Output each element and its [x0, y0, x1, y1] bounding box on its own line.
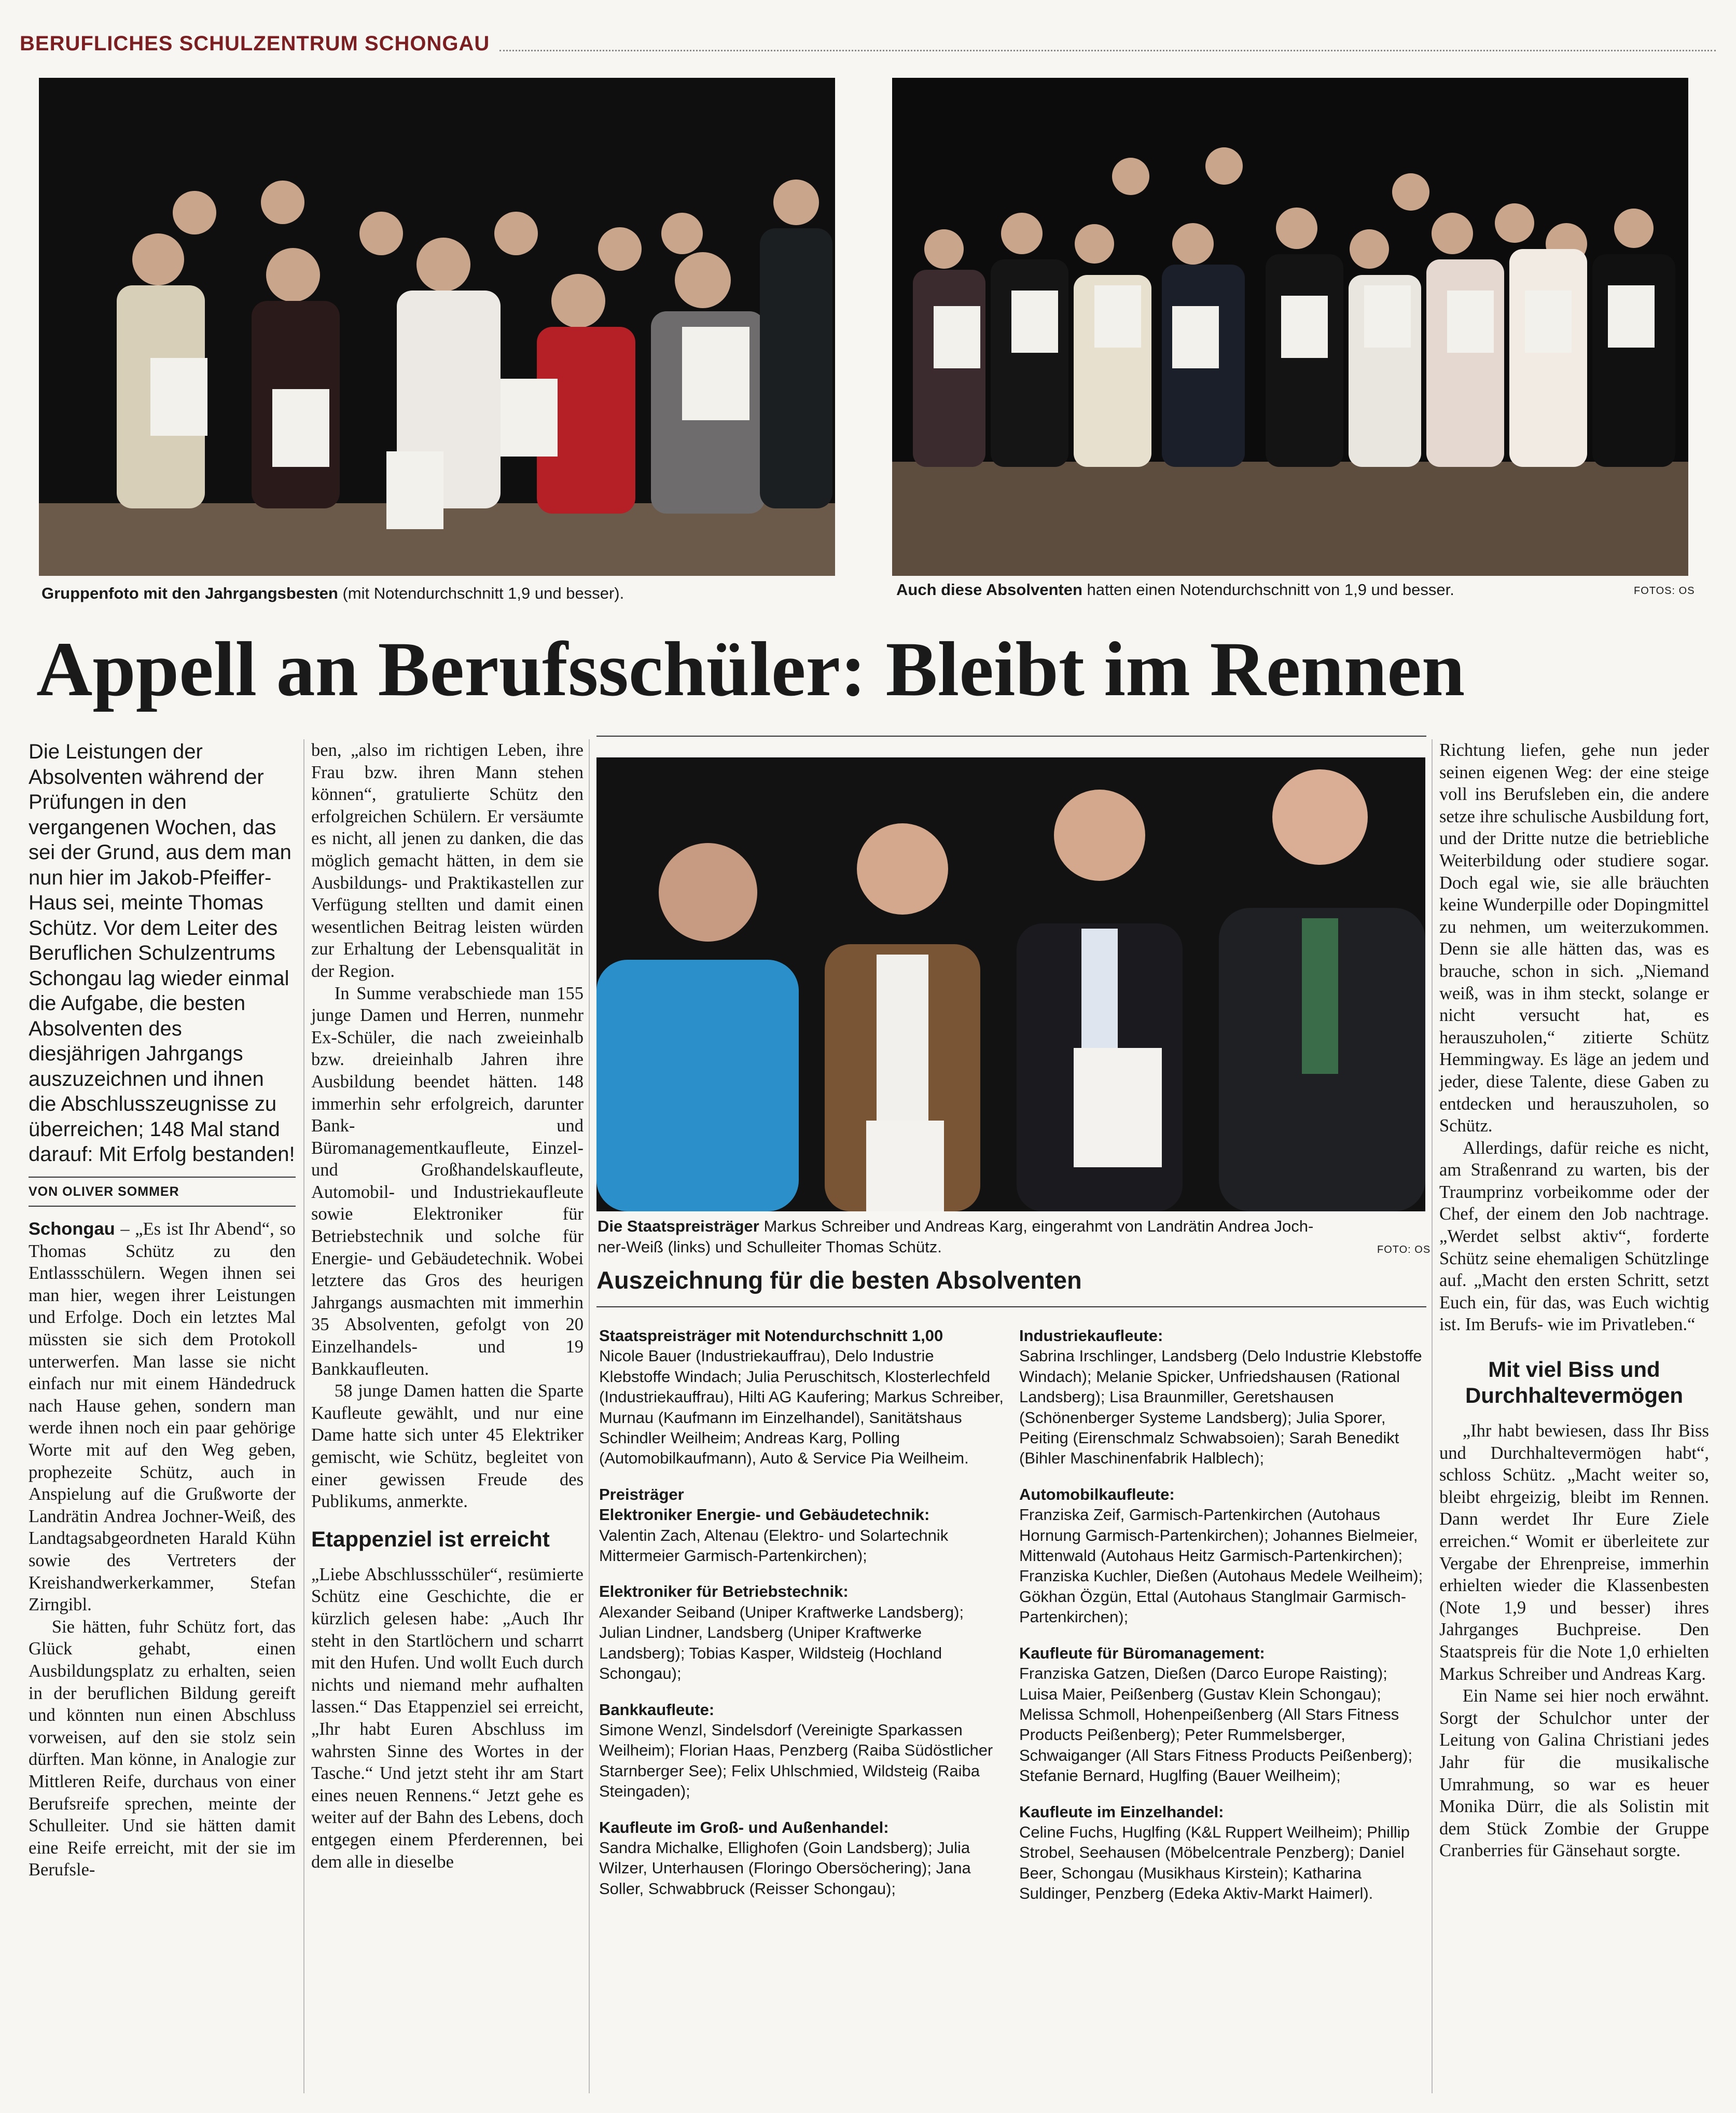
group-photo-left — [39, 78, 835, 576]
dateline: Schongau — [29, 1219, 115, 1239]
award-group-body: Alexander Seiband (Uniper Kraftwerke Landsberg); Julian Lindner, Landsberg (Uniper Kraftwerke Landsberg); Tobias Kasper, Wildsteig (Hochland Schongau); — [599, 1603, 964, 1683]
column-divider — [589, 739, 590, 2093]
paragraph: ben, „also im richtigen Leben, ihre Frau bzw. ihren Mann stehen können“, gratulierte Schütz den erfolgreichen Schülern. Er versäumte es nicht, all jenen zu danken, die das möglich gemacht hätten, in dem sie Ausbildungs- und Praktikastellen zur Verfügung stellten und damit einen wesentlichen Beitrag leisten würden zur Erhaltung der Lebensqualität in der Region. — [311, 740, 584, 981]
award-group-title: Elektroniker für Betriebstechnik: — [599, 1582, 849, 1601]
paragraph: Richtung liefen, gehe nun jeder seinen eigenen Weg: der eine steige voll ins Berufsleben ein, die andere setze ihre schulische Ausbildung fort, und der Dritte nutze die betriebliche Weiterbildung oder studiere sogar. Doch egal wie, sie alle bräuchten keine Wunderpille oder Dopingmittel zu nehmen, um weiterzukommen. Denn sie alle hätten das, was es brauche, schon in sich. „Niemand weiß, was in ihm steckt, solange er nicht versucht hat, es herauszuholen,“ zitierte Schütz Hemmingway. Es läge an jedem und jeder, diese Talente, diese Gaben zu entdecken und herauszuholen, so Schütz. — [1439, 740, 1709, 1136]
award-group-title: Kaufleute für Büromanagement: — [1019, 1644, 1265, 1662]
award-group — [599, 1581, 1004, 1683]
section-title: BERUFLICHES SCHULZENTRUM SCHONGAU — [20, 32, 490, 55]
award-group-title: Preisträger Elektroniker Energie- und Gebäudetechnik: — [599, 1485, 930, 1524]
right-caption-rest: hatten einen Notendurchschnitt von 1,9 und besser. — [1082, 581, 1454, 599]
award-group — [599, 1325, 1004, 1469]
section-header — [20, 32, 1716, 63]
award-group-title: Industriekaufleute: — [1019, 1327, 1163, 1345]
award-group-body: Nicole Bauer (Industriekauffrau), Delo Industrie Klebstoffe Windach; Julia Peruschitsch, Klosterlechfeld (Industriekauffrau), Hilti AG Kaufering; Markus Schreiber, Murnau (Kaufmann im Einzelhandel), Sanitätshaus Schindler Weilheim; Andreas Karg, Polling (Automobilkaufmann), Auto & Service Pia Weilheim. — [599, 1347, 1004, 1468]
award-group-body: Franziska Zeif, Garmisch-Partenkirchen (Autohaus Hornung Garmisch-Partenkirchen); Johannes Bielmeier, Mittenwald (Autohaus Heitz Garmisch-Partenkirchen); Franziska Kuchler, Dießen (Autohaus Medele Weilheim); Gökhan Özgün, Ettal (Autohaus Stanglmair Garmisch-Partenkirchen); — [1019, 1506, 1423, 1626]
center-caption-bold: Die Staatspreisträger — [598, 1217, 759, 1235]
paragraph: Ein Name sei hier noch erwähnt. Sorgt der Schulchor unter der Leitung von Galina Christiani jedes Jahr für die musikalische Umrahmung, so war es heuer Monika Dürr, die als Solistin mit dem Stück Zombie der Gruppe Cranberries für Gänsehaut sorgte. — [1439, 1686, 1709, 1861]
paragraph: „Liebe Abschlussschüler“, resümierte Schütz eine Geschichte, die er kürzlich gelesen habe: „Auch Ihr steht in den Startlöchern und scharrt mit den Hufen. Und wollt Euch durch nichts und niemand mehr aufhalten lassen.“ Das Etappenziel sei erreicht, „Ihr habt Euren Abschluss im wahrsten Sinne des Wortes in der Tasche.“ Und jetzt steht ihr am Start eines neuen Rennens.“ Jetzt gehe es weiter auf der Bahn des Lebens, doch entgegen einem Pferderennen, bei dem alle in dieselbe — [311, 1564, 584, 1872]
column-divider — [1432, 739, 1433, 2093]
paragraph: In Summe verabschiede man 155 junge Damen und Herren, nunmehr Ex-Schüler, die nach zweieinhalb bzw. dreieinhalb Jahren ihre Ausbildung beendet hätten. 148 immerhin sehr erfolgreich, darunter Bank- und Büromanagementkaufleute, Einzel- und Großhandelskaufleute, Automobil- und Industriekaufleute sowie Elektroniker für Betriebstechnik und solche für Energie- und Gebäudetechnik. Wobei letztere das Gros des heurigen Jahrgangs ausmachten mit immerhin 35 Absolventen, gefolgt von 20 Einzelhandels- und 19 Bankkaufleuten. — [311, 983, 584, 1379]
paragraph: „Ihr habt bewiesen, dass Ihr Biss und Durchhaltevermögen habt“, schloss Schütz. „Macht weiter so, bleibt ehrgeizig, bleibt im Rennen. Dann werdet Ihr Eure Ziele erreichen.“ Womit er überleitete zur Vergabe der Ehrenpreise, immerhin erhielten wieder die Klassenbesten (Note 1,9 und besser) ihres Jahrganges Buchpreise. Den Staatspreis für die Note 1,0 erhielten Markus Schreiber und Andreas Karg. — [1439, 1421, 1709, 1684]
award-group-title: Automobilkaufleute: — [1019, 1485, 1175, 1503]
article-lead: Die Leistungen der Absolventen während der Prüfungen in den vergangenen Wochen, das sei der Grund, aus dem man nun hier im Jakob-Pfeiffer-Haus sei, meinte Thomas Schütz. Vor dem Leiter des Beruflichen Schulzentrums Schongau lag wieder einmal die Aufgabe, die besten Absolventen des diesjährigen Jahrgangs auszuzeichnen und ihnen die Abschlusszeugnisse zu überreichen; 148 Mal stand darauf: Mit Erfolg bestanden! — [29, 740, 295, 1166]
center-top-rule — [596, 736, 1426, 737]
award-group-title: Bankkaufleute: — [599, 1700, 715, 1719]
box-title: Auszeichnung für die besten Absolventen — [596, 1266, 1082, 1294]
header-dotted-rule — [499, 50, 1716, 51]
subheading: Etappenziel ist erreicht — [311, 1526, 550, 1551]
award-group — [1019, 1802, 1426, 1904]
paragraph: Allerdings, dafür reiche es nicht, am Straßenrand zu warten, bis der Traumprinz vorbeikomme oder der Chef, der einem den Job nachtrage. „Werdet selbst aktiv“, forderte Schütz seine ehemaligen Schützlinge auf. „Macht den ersten Schritt, setzt Euch ein, für das, was Euch wichtig ist. Im Berufs- wie im Privatleben.“ — [1439, 1138, 1709, 1335]
paragraph: Sie hätten, fuhr Schütz fort, das Glück gehabt, einen Ausbildungsplatz zu erhalten, seien in der beruflichen Bildung gereift und könnten nun einen Abschluss vorweisen, auf den sie stolz sein dürften. Man könne, in Analogie zur Mittleren Reife, durchaus von einer Berufsreife sprechen, meinte der Schulleiter. Und sie hätten damit eine Reife erreicht, mit der sie im Berufsle- — [29, 1617, 296, 1880]
paragraph-text: – „Es ist Ihr Abend“, so Thomas Schütz zu den Entlassschülern. Wegen ihnen sei man hier, wegen ihrer Leistungen und Erfolge. Doch ein letztes Mal müssten sie sich dem Protokoll unterwerfen. Man lasse sie nicht einfach nur mit einem Händedruck nach Hause gehen, sondern man werde ihnen noch ein paar gehörige Worte mit auf den Weg geben, prophezeite Schütz, auch in Anspielung auf die Grußworte der Landrätin Andrea Jochner-Weiß, des Landtagsabgeordneten Harald Kühn sowie des Vertreters der Kreishandwerkerkammer, Stefan Zirngibl. — [29, 1219, 296, 1615]
award-group-title: Kaufleute im Groß- und Außenhandel: — [599, 1818, 889, 1836]
paragraph — [29, 1218, 296, 1616]
award-group-body: Valentin Zach, Altenau (Elektro- und Solartechnik Mittermeier Garmisch-Partenkirchen); — [599, 1526, 949, 1565]
center-caption-rest: Markus Schreiber und Andreas Karg, eingerahmt von Landrätin Andrea Joch- — [759, 1217, 1314, 1235]
box-rule — [596, 1306, 1426, 1307]
award-group-body: Franziska Gatzen, Dießen (Darco Europe Raisting); Luisa Maier, Peißenberg (Gustav Klein Schongau); Melissa Schmoll, Hohenpeißenberg (All Stars Fitness Products Peißenberg); Peter Rummelsberger, Schwaiganger (All Stars Fitness Products Peißenberg); Stefanie Bernard, Huglfing (Bauer Weilheim); — [1019, 1664, 1413, 1785]
article-column-5 — [1439, 739, 1709, 1862]
left-photo-caption — [41, 584, 624, 603]
award-group — [599, 1817, 1004, 1899]
center-photo-credit: FOTO: OS — [1377, 1244, 1431, 1255]
right-caption-bold: Auch diese Absolventen — [896, 581, 1082, 599]
award-group-body: Simone Wenzl, Sindelsdorf (Vereinigte Sparkassen Weilheim); Florian Haas, Penzberg (Raiba Südöstlicher Starnberger See); Felix Uhlschmied, Wildsteig (Raiba Steingaden); — [599, 1720, 993, 1801]
column-divider — [303, 739, 304, 2093]
left-caption-bold: Gruppenfoto mit den Jahrgangsbesten — [41, 584, 338, 602]
award-group — [599, 1484, 1004, 1566]
headline: Appell an Berufsschüler: Bleibt im Rennen — [36, 626, 1465, 712]
award-group — [1019, 1325, 1426, 1469]
byline: VON OLIVER SOMMER — [29, 1177, 296, 1207]
award-group-body: Sandra Michalke, Ellighofen (Goin Landsberg); Julia Wilzer, Unterhausen (Floringo Obersöchering); Jana Soller, Schwabbruck (Reisser Schongau); — [599, 1838, 971, 1898]
left-caption-rest: (mit Notendurchschnitt 1,9 und besser). — [338, 584, 624, 602]
article-column-2 — [311, 739, 584, 1873]
right-photo-caption — [896, 580, 1454, 600]
award-group — [1019, 1643, 1426, 1786]
paragraph: 58 junge Damen hatten die Sparte Kaufleute gewählt, und nur eine Dame hatte sich unter 45 Elektriker gemischt, wie Schütz, begleitet von einer gewissen Freude des Publikums, anmerkte. — [311, 1381, 584, 1512]
award-group — [599, 1700, 1004, 1802]
center-photo-caption-line2: ner-Weiß (links) und Schulleiter Thomas Schütz. — [598, 1238, 942, 1256]
award-group-title: Staatspreisträger mit Notendurchschnitt 1,00 — [599, 1327, 943, 1345]
subheading: Mit viel Biss und Durchhaltevermögen — [1465, 1357, 1684, 1408]
award-winners-photo — [596, 757, 1425, 1211]
group-photo-right — [892, 78, 1688, 576]
center-photo-caption — [598, 1217, 1313, 1236]
box-column-right — [1019, 1325, 1426, 1919]
box-column-left — [599, 1325, 1004, 1914]
award-group-body: Celine Fuchs, Huglfing (K&L Ruppert Weilheim); Phillip Strobel, Seehausen (Möbelcentrale Penzberg); Daniel Beer, Schongau (Musikhaus Kirstein); Katharina Suldinger, Penzberg (Edeka Aktiv-Markt Haimerl). — [1019, 1822, 1410, 1903]
award-group-title: Kaufleute im Einzelhandel: — [1019, 1802, 1224, 1821]
award-group-body: Sabrina Irschlinger, Landsberg (Delo Industrie Klebstoffe Windach); Melanie Spicker, Unfriedshausen (Rational Landsberg); Lisa Braunmiller, Geretshausen (Schönenberger Systeme Landsberg); Julia Sporer, Peiting (Eirenschmalz Schwabsoien); Sarah Benedikt (Bihler Maschinenfabrik Halblech); — [1019, 1347, 1422, 1468]
award-group — [1019, 1484, 1426, 1627]
top-photo-credit: FOTOS: OS — [1634, 585, 1695, 597]
article-column-1 — [29, 739, 296, 1881]
